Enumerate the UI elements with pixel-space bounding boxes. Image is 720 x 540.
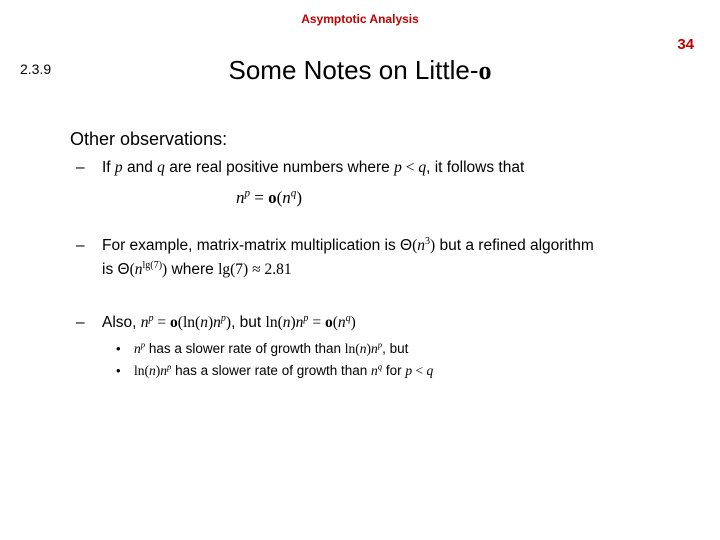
formula: $n^p = o(n^q)$ <box>236 187 302 207</box>
sub-list-item: $\ln(n)n^p$ has a slower rate of growth than $n^q$ for p < q <box>134 361 434 378</box>
list-item: For example, matrix-matrix multiplication is $\Theta(n^3)$ but a refined algorithm <box>102 235 594 254</box>
title-text: Some Notes on Little- <box>228 55 479 85</box>
title-symbol: o <box>478 56 492 85</box>
dash-marker: – <box>76 159 85 176</box>
slide-title <box>0 55 720 86</box>
slide-header: Asymptotic Analysis <box>301 12 419 26</box>
list-item: If p and q are real positive numbers where p < q, it follows that <box>102 159 525 176</box>
bullet-marker: • <box>116 341 121 356</box>
list-item-continuation: is $\Theta(n^{lg(7)})$ where lg(7) ≈ 2.81 <box>102 259 292 278</box>
bullet-marker: • <box>116 363 121 378</box>
dash-marker: – <box>76 237 85 254</box>
dash-marker: – <box>76 314 85 331</box>
sub-list-item: $n^p$ has a slower rate of growth than $\ln(n)n^p$, but <box>134 339 409 356</box>
section-number: 2.3.9 <box>20 61 52 77</box>
page-number: 34 <box>677 36 694 53</box>
intro-text: Other observations: <box>70 129 228 149</box>
list-item: Also, $n^p = o(\ln(n)n^p)$, but $\ln(n)n^p = o(n^q)$ <box>102 312 356 331</box>
